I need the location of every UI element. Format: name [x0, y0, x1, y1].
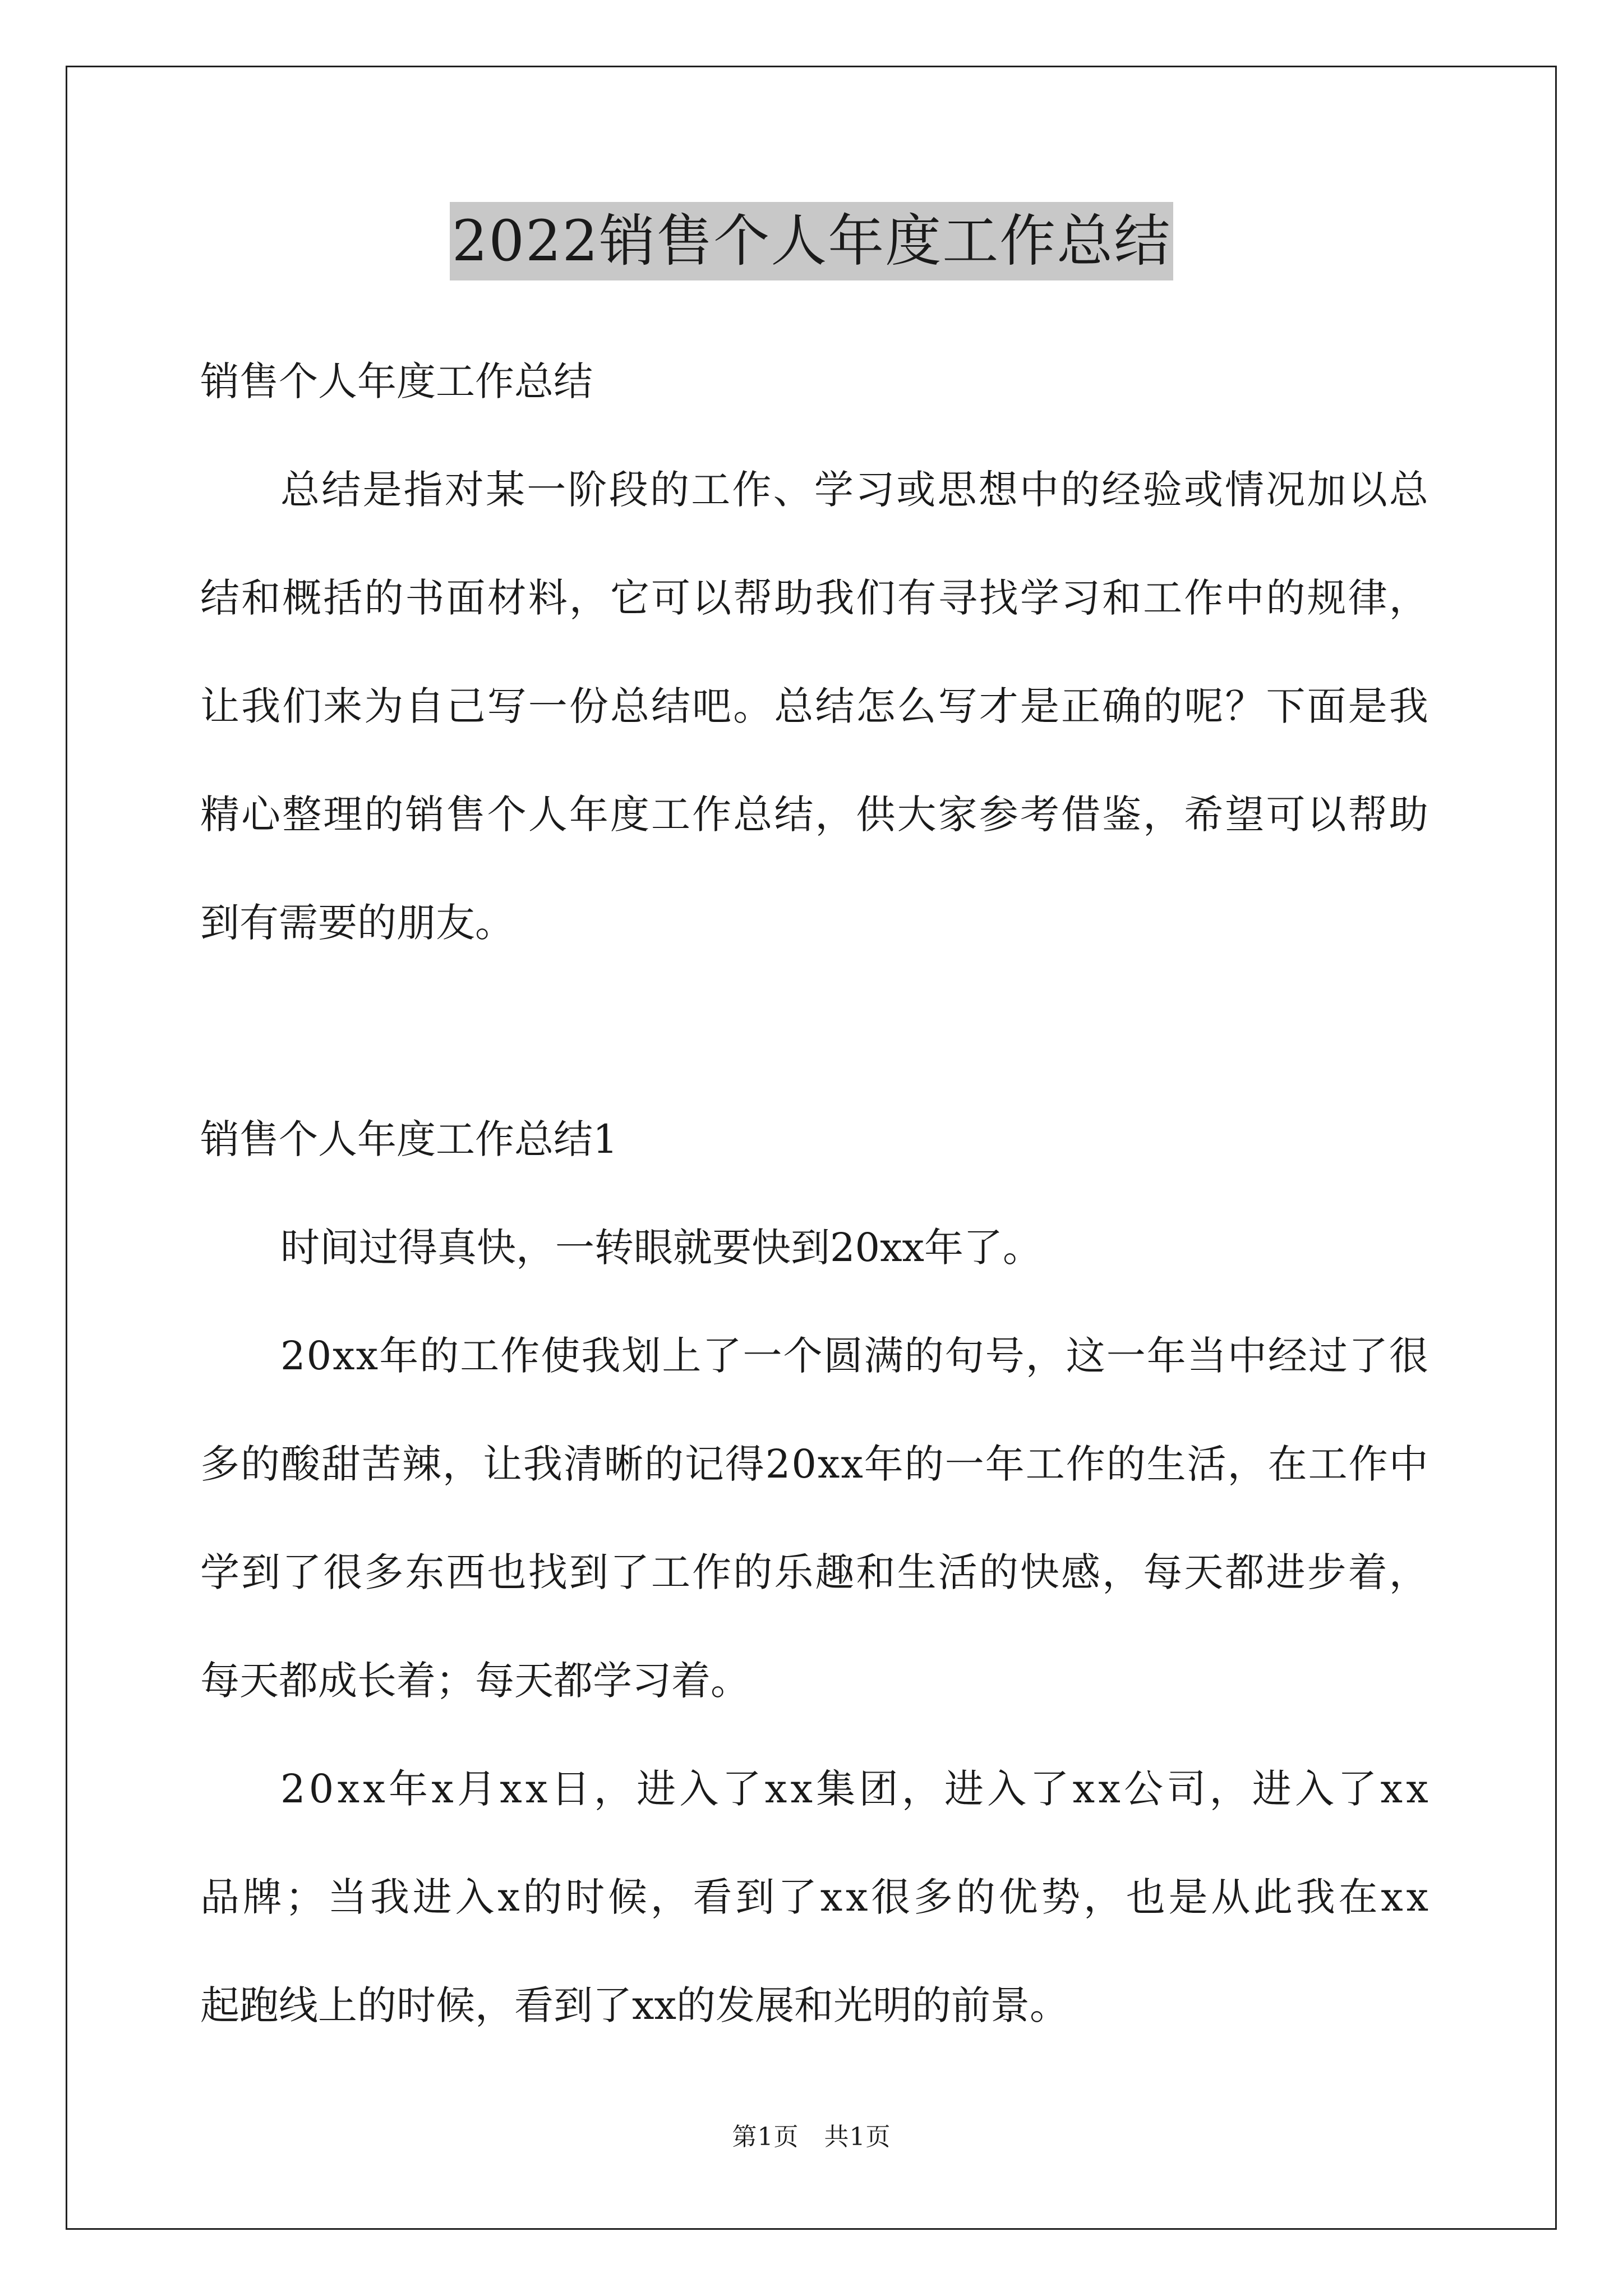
paragraph-line: 学 到 了 很 多 东 西 也 找 到 了 工 作 的 乐 趣 和 生 活 的 快 感 ， 每 天 都 进 步 着 ，	[200, 1549, 1428, 1595]
paragraph-line: 每天都成长着；每天都学习着。	[200, 1658, 750, 1704]
paragraph-line: 结 和 概 括 的 书 面 材 料 ， 它 可 以 帮 助 我 们 有 寻 找 学 习 和 工 作 中 的 规 律 ，	[200, 575, 1428, 621]
document-body	[200, 351, 1428, 2083]
section-heading: 销售个人年度工作总结1	[200, 1116, 618, 1162]
paragraph-line: 2 0 x x 年 的 工 作 使 我 划 上 了 一 个 圆 满 的 句 号 ， 这 一 年 当 中 经 过 了 很	[280, 1333, 1428, 1379]
paragraph-line: 起跑线上的时候，看到了xx的发展和光明的前景。	[200, 1982, 1069, 2028]
section-heading: 销售个人年度工作总结	[200, 358, 593, 404]
paragraph-line: 让 我 们 来 为 自 己 写 一 份 总 结 吧 。 总 结 怎 么 写 才 是 正 确 的 呢 ？ 下 面 是 我	[200, 683, 1428, 729]
paragraph-line: 2 0 x x 年 x 月 x x 日 ， 进 入 了 x x 集 团 ， 进 入 了 x x 公 司 ， 进 入 了 x x	[280, 1766, 1428, 1812]
spacer	[200, 1000, 1428, 1108]
paragraph-line: 多 的 酸 甜 苦 辣 ， 让 我 清 晰 的 记 得 2 0 x x 年 的 一 年 工 作 的 生 活 ， 在 工 作 中	[200, 1441, 1428, 1487]
paragraph-line: 到有需要的朋友。	[200, 900, 514, 946]
title-container	[0, 202, 1623, 280]
paragraph-line: 总 结 是 指 对 某 一 阶 段 的 工 作 、 学 习 或 思 想 中 的 经 验 或 情 况 加 以 总	[280, 467, 1428, 513]
page-footer: 第1页 共1页	[732, 2123, 891, 2151]
paragraph-line: 时间过得真快，一转眼就要快到20xx年了。	[280, 1225, 1043, 1271]
paragraph-line: 精 心 整 理 的 销 售 个 人 年 度 工 作 总 结 ， 供 大 家 参 考 借 鉴 ， 希 望 可 以 帮 助	[200, 792, 1428, 838]
paragraph-line: 品 牌 ； 当 我 进 入 x 的 时 候 ， 看 到 了 x x 很 多 的 优 势 ， 也 是 从 此 我 在 x x	[200, 1874, 1428, 1920]
document-title: 2022销售个人年度工作总结	[450, 202, 1174, 280]
